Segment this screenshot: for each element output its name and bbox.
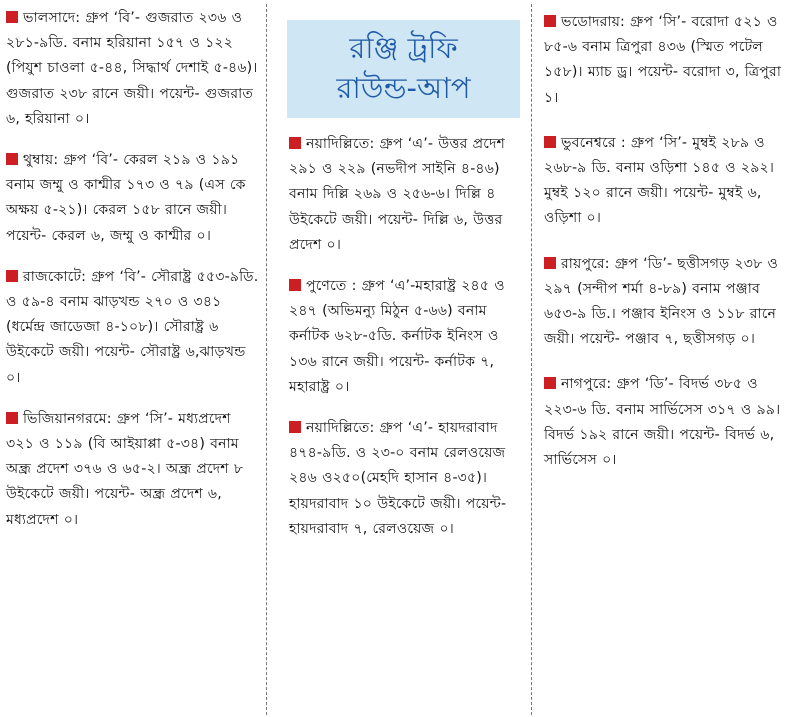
match-result-text: নয়াদিল্লিতে: গ্রুপ ‘এ’- হায়দরাবাদ ৪৭৪-৯ডি. ও ২৩-০ বনাম রেলওয়েজ ২৪৬ ও২৫০(মেহদি হাসান ৪-৩৫)। হায়দরাবাদ ১০ উইকেটে জয়ী। পয়েন্ট- হায়দরাবাদ ৭, রেলওয়েজ ০। [289,420,507,537]
match-result [544,131,796,232]
bullet-square-icon [6,11,18,23]
headline-line-2: রাউন্ড-আপ [336,71,471,105]
bullet-square-icon [544,15,556,27]
match-result [544,10,796,111]
match-result-text: নাগপুরে: গ্রুপ ‘ডি’- বিদর্ভ ৩৮৫ ও ২২৩-৬ ডি. বনাম সার্ভিসেস ৩১৭ ও ৯৯। বিদর্ভ ১৯২ রানে জয়ী। পয়েন্ট- বিদর্ভ ৬, সার্ভিসেস ০। [544,376,781,469]
bullet-square-icon [544,257,556,269]
match-result [6,407,261,533]
match-result-text: ভালসাদে: গ্রুপ ‘বি’- গুজরাত ২৩৬ ও ২৮১-৯ডি. বনাম হরিয়ানা ১৫৭ ও ১২২ (পিযুশ চাওলা ৫-৪৪, সিদ্ধার্থ দেশাই ৫-৪৬)। গুজরাত ২৩৮ রানে জয়ী। পয়েন্ট- গুজরাত ৬, হরিয়ানা ০। [6,10,258,127]
bullet-square-icon [6,153,18,165]
headline-box [287,20,520,118]
match-result-text: পুণেতে : গ্রুপ ‘এ’-মহারাষ্ট্র ২৪৫ ও ২৪৭ (অভিমন্যু মিঠুন ৫-৬৬) বনাম কর্নাটক ৬২৮-৫ডি. কর্নাটক ইনিংস ও ১৩৬ রানে জয়ী। পয়েন্ট- কর্নাটক ৭, মহারাষ্ট্র ০। [289,278,505,395]
match-result-text: ভিজিয়ানগরমে: গ্রুপ ‘সি’- মধ্যপ্রদেশ ৩২১ ও ১১৯ (বি আইয়াপ্পা ৫-৩৪) বনাম অন্ধ্র প্রদেশ ৩৭৬ ও ৬৫-২। অন্ধ্র প্রদেশ ৮ উইকেটে জয়ী। পয়েন্ট- অন্ধ্র প্রদেশ ৬, মধ্যপ্রদেশ ০। [6,410,244,528]
bullet-square-icon [544,377,556,389]
bullet-square-icon [6,270,18,282]
bullet-square-icon [289,137,301,149]
match-result [289,416,526,542]
match-result-text: রায়পুরে: গ্রুপ ‘ডি’- ছত্তীসগড় ২৩৮ ও ২৯৭ (সন্দীপ শর্মা ৪-৮৯) বনাম পঞ্জাব ৬৫৩-৯ ডি.। পঞ্জাব ইনিংস ও ১১৮ রানে জয়ী। পয়েন্ট- পঞ্জাব ৭, ছত্তীসগড় ০। [544,255,779,348]
match-result [6,265,261,391]
headline-line-1: রঞ্জি ট্রফি [349,31,458,65]
left-column [6,0,261,533]
match-result [289,274,526,400]
match-result-text: ভুবনেশ্বরে : গ্রুপ ‘সি’- মুম্বই ২৮৯ ও ২৬৮-৯ ডি. বনাম ওড়িশা ১৪৫ ও ২৯২। মুম্বই ১২০ রানে জয়ী। পয়েন্ট- মুম্বই ৬, ওড়িশা ০। [544,134,775,227]
middle-column [271,0,526,717]
match-result [6,148,261,249]
match-result-text: থুম্বায়: গ্রুপ ‘বি’- কেরল ২১৯ ও ১৯১ বনাম জম্মু ও কাশ্মীর ১৭৩ ও ৭৯ (এস কে অক্ষয় ৫-২১)। কেরল ১৫৮ রানে জয়ী। পয়েন্ট- কেরল ৬, জম্মু ও কাশ্মীর ০। [6,152,246,244]
column-divider [531,4,532,715]
match-result-text: নয়াদিল্লিতে: গ্রুপ ‘এ’- উত্তর প্রদেশ ২৯১ ও ২২৯ (নভদীপ সাইনি ৪-৪৬) বনাম দিল্লি ২৬৯ ও ২৫৬-৬। দিল্লি ৪ উইকেটে জয়ী। পয়েন্ট- দিল্লি ৬, উত্তর প্রদেশ ০। [289,136,506,253]
match-result-text: ভডোদরায়: গ্রুপ ‘সি’- বরোদা ৫২১ ও ৮৫-৬ বনাম ত্রিপুরা ৪৩৬ (স্মিত পটেল ১৫৮)। ম্যাচ ড্র। পয়েন্ট- বরোদা ৩, ত্রিপুরা ১। [544,14,782,106]
match-result [544,252,796,353]
match-result [6,6,261,132]
right-column [544,0,796,473]
column-divider [266,4,267,715]
match-result [289,132,526,258]
bullet-square-icon [544,136,556,148]
match-result-text: রাজকোটে: গ্রুপ ‘বি’- সৌরাষ্ট্র ৫৫৩-৯ডি. ও ৫৯-৪ বনাম ঝাড়খন্ড ২৭০ ও ৩৪১ (ধর্মেন্দ্র জাডেজা ৪-১০৮)। সৌরাষ্ট্র ৬ উইকেটে জয়ী। পয়েন্ট- সৌরাষ্ট্র ৬,ঝাড়খন্ড ০। [6,268,259,386]
bullet-square-icon [6,412,18,424]
match-result [544,372,796,473]
bullet-square-icon [289,421,301,433]
bullet-square-icon [289,279,301,291]
